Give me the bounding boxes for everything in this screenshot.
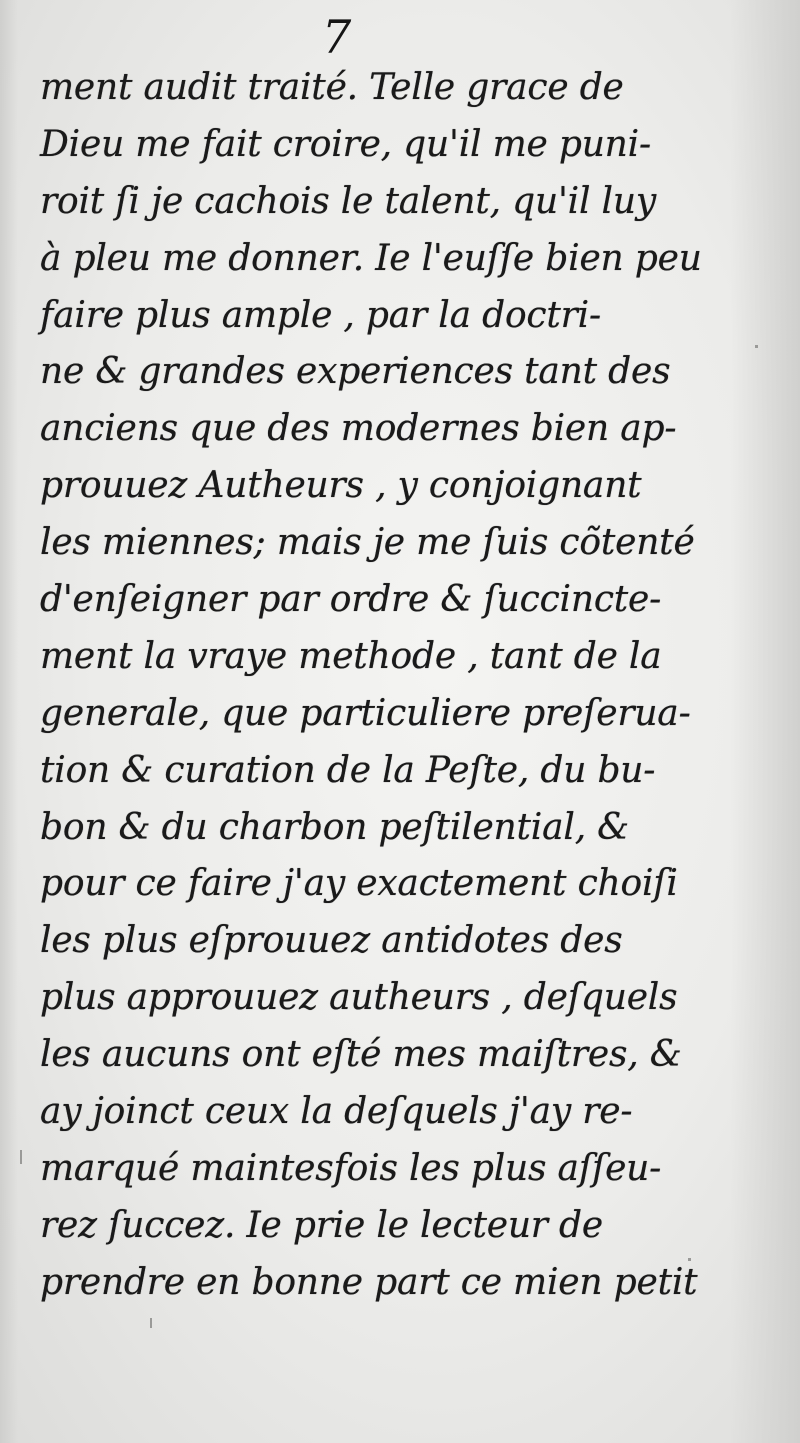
text-line: prendre en bonne part ce mien petit [40,1261,698,1303]
text-line: rez ſuccez. Ie prie le lecteur de [40,1204,604,1246]
text-line: d'enſeigner par ordre & ſuccinctе- [40,579,662,621]
text-line: à pleu me donner. Ie l'euſſe bien peu [40,237,702,279]
text-line: prouuez Autheurs , y conjoignant [40,465,642,507]
page-number: 7 [322,10,352,64]
text-line: tion & curation de la Peſte, du bu- [40,749,656,791]
text-line: ment la vraye methode , tant de la [40,635,662,677]
text-line: les plus eſprouuez antidotes des [40,920,623,962]
text-line: Dieu me fait croire, qu'il me puni- [40,123,651,165]
scan-speck [755,345,758,348]
scan-speck [20,1150,22,1164]
page-edge-right [730,0,800,1443]
text-line: bon & du charbon peſtilential, & [40,806,630,848]
text-line: ay joinct ceux la deſquels j'ay re- [40,1091,633,1133]
text-line: plus approuuez autheurs , deſquels [40,977,678,1019]
text-line: les aucuns ont eſté mes maiſtres, & [40,1034,682,1076]
text-line: les miennes; mais je me ſuis cõtenté [40,522,695,564]
text-line: generale, que particuliere preſerua- [40,692,691,734]
text-line: pour ce faire j'ay exactement choiſi [40,863,678,905]
scan-speck [688,1258,691,1261]
text-line: anciens que des modernes bien ap- [40,408,677,450]
text-line: marqué maintesfois les plus aſſeu- [40,1147,662,1189]
text-line: faire plus ample , par la doctri- [40,294,601,336]
text-line: roit ſi je cachois le talent, qu'il luy [40,180,656,222]
body-text [40,60,702,1312]
text-line: ment audit traité. Telle grace de [40,67,624,108]
text-line: ne & grandes experiences tant des [40,351,671,393]
page-edge-left [0,0,18,1443]
scan-speck [150,1318,152,1328]
